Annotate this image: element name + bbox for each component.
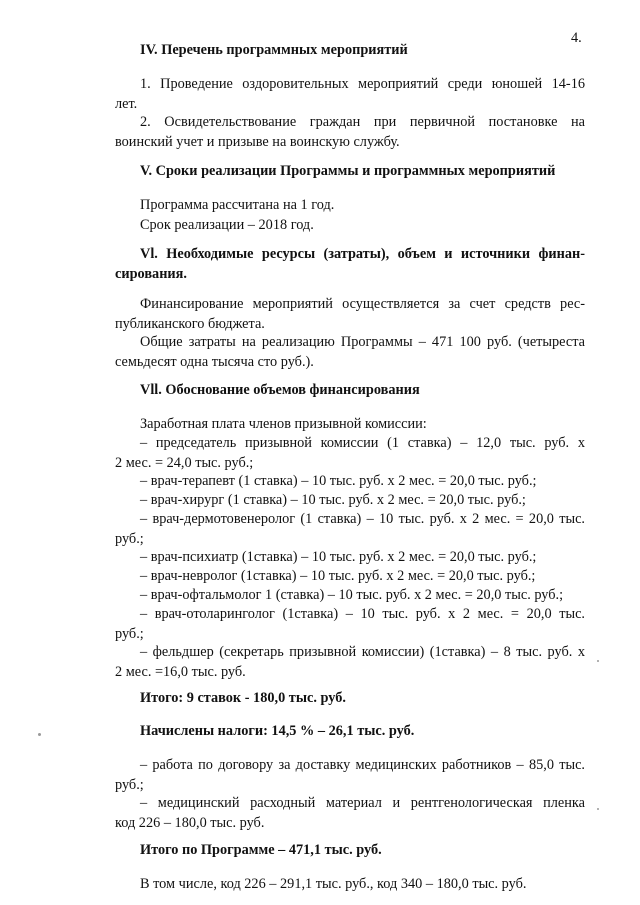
- taxes-charged: Начислены налоги: 14,5 % – 26,1 тыс. руб.: [140, 723, 415, 739]
- section-4-item-1: [115, 74, 585, 114]
- salary-item-neurologist: – врач-невролог (1ставка) – 10 тыс. руб. х 2 мес. = 20,0 тыс. руб.;: [140, 568, 536, 584]
- salary-item-paramedic: [115, 642, 585, 682]
- salary-item-chairman: [115, 433, 585, 473]
- salary-item-psychiatrist: – врач-психиатр (1ставка) – 10 тыс. руб. х 2 мес. = 20,0 тыс. руб.;: [140, 549, 537, 565]
- salary-item-paramedic-line-2: 2 мес. =16,0 тыс. руб.: [115, 664, 246, 680]
- contract-work-line-2: руб.;: [115, 777, 144, 793]
- section-6-paragraph-1-line-1: Финансирование мероприятий осуществляется за счет средств рес-: [140, 296, 585, 312]
- section-6-paragraph-1: [115, 294, 585, 334]
- section-6-paragraph-1-line-2: публиканского бюджета.: [115, 316, 265, 332]
- section-5-heading: V. Сроки реализации Программы и программных мероприятий: [140, 163, 556, 179]
- scan-speck: [597, 808, 599, 810]
- salary-item-surgeon: – врач-хирург (1 ставка) – 10 тыс. руб. х 2 мес. = 20,0 тыс. руб.;: [140, 492, 526, 508]
- scan-speck: [38, 733, 41, 736]
- medical-materials-line-2: код 226 – 180,0 тыс. руб.: [115, 815, 265, 831]
- section-4-item-2-line-2: воинский учет и призыве на воинскую службу.: [115, 134, 400, 150]
- section-6-paragraph-2: [115, 332, 585, 372]
- contract-work-line-1: – работа по договору за доставку медицинских работников – 85,0 тыс.: [140, 757, 585, 773]
- salary-intro: Заработная плата членов призывной комиссии:: [140, 416, 427, 432]
- salary-item-therapist: – врач-терапевт (1 ставка) – 10 тыс. руб. х 2 мес. = 20,0 тыс. руб.;: [140, 473, 537, 489]
- section-6-heading-line-1: Vl. Необходимые ресурсы (затраты), объем и источники финан-: [140, 246, 585, 262]
- medical-materials-line-1: – медицинский расходный материал и рентгенологическая пленка: [140, 795, 585, 811]
- salary-item-dermatologist-line-1: – врач-дермотовенеролог (1 ставка) – 10 тыс. руб. х 2 мес. = 20,0 тыс.: [140, 511, 585, 527]
- salary-item-chairman-line-1: – председатель призывной комиссии (1 ставка) – 12,0 тыс. руб. х: [140, 435, 585, 451]
- section-4-item-1-line-2: лет.: [115, 96, 138, 112]
- code-breakdown: В том числе, код 226 – 291,1 тыс. руб., код 340 – 180,0 тыс. руб.: [140, 876, 527, 892]
- salary-item-ent-line-2: руб.;: [115, 626, 144, 642]
- section-4-item-2-line-1: 2. Освидетельствование граждан при первичной постановке на: [140, 114, 585, 130]
- medical-materials: [115, 793, 585, 833]
- scan-speck: [597, 660, 599, 662]
- contract-work: [115, 755, 585, 795]
- salary-item-ent-line-1: – врач-отоларинголог (1ставка) – 10 тыс. руб. х 2 мес. = 20,0 тыс.: [140, 606, 585, 622]
- section-4-item-1-line-1: 1. Проведение оздоровительных мероприятий среди юношей 14-16: [140, 76, 585, 92]
- salary-item-paramedic-line-1: – фельдшер (секретарь призывной комиссии) (1ставка) – 8 тыс. руб. х: [140, 644, 585, 660]
- section-7-heading: Vll. Обоснование объемов финансирования: [140, 382, 420, 398]
- program-total: Итого по Программе – 471,1 тыс. руб.: [140, 842, 382, 858]
- salary-item-ophthalmologist: – врач-офтальмолог 1 (ставка) – 10 тыс. руб. х 2 мес. = 20,0 тыс. руб.;: [140, 587, 564, 603]
- section-6-heading: [115, 244, 585, 284]
- section-6-paragraph-2-line-1: Общие затраты на реализацию Программы – 471 100 руб. (четыреста: [140, 334, 585, 350]
- section-6-paragraph-2-line-2: семьдесят одна тысяча сто руб.).: [115, 354, 314, 370]
- total-rates: Итого: 9 ставок - 180,0 тыс. руб.: [140, 690, 346, 706]
- section-5-line-1: Программа рассчитана на 1 год.: [140, 197, 335, 213]
- section-4-item-2: [115, 112, 585, 152]
- section-6-heading-line-2: сирования.: [115, 266, 187, 282]
- salary-item-dermatologist: [115, 509, 585, 549]
- section-4-heading: IV. Перечень программных мероприятий: [140, 42, 408, 58]
- salary-item-chairman-line-2: 2 мес. = 24,0 тыс. руб.;: [115, 455, 254, 471]
- salary-item-dermatologist-line-2: руб.;: [115, 531, 144, 547]
- salary-item-ent: [115, 604, 585, 644]
- section-5-body: [115, 195, 585, 235]
- section-5-line-2: Срок реализации – 2018 год.: [140, 217, 314, 233]
- page-number: 4.: [571, 30, 582, 46]
